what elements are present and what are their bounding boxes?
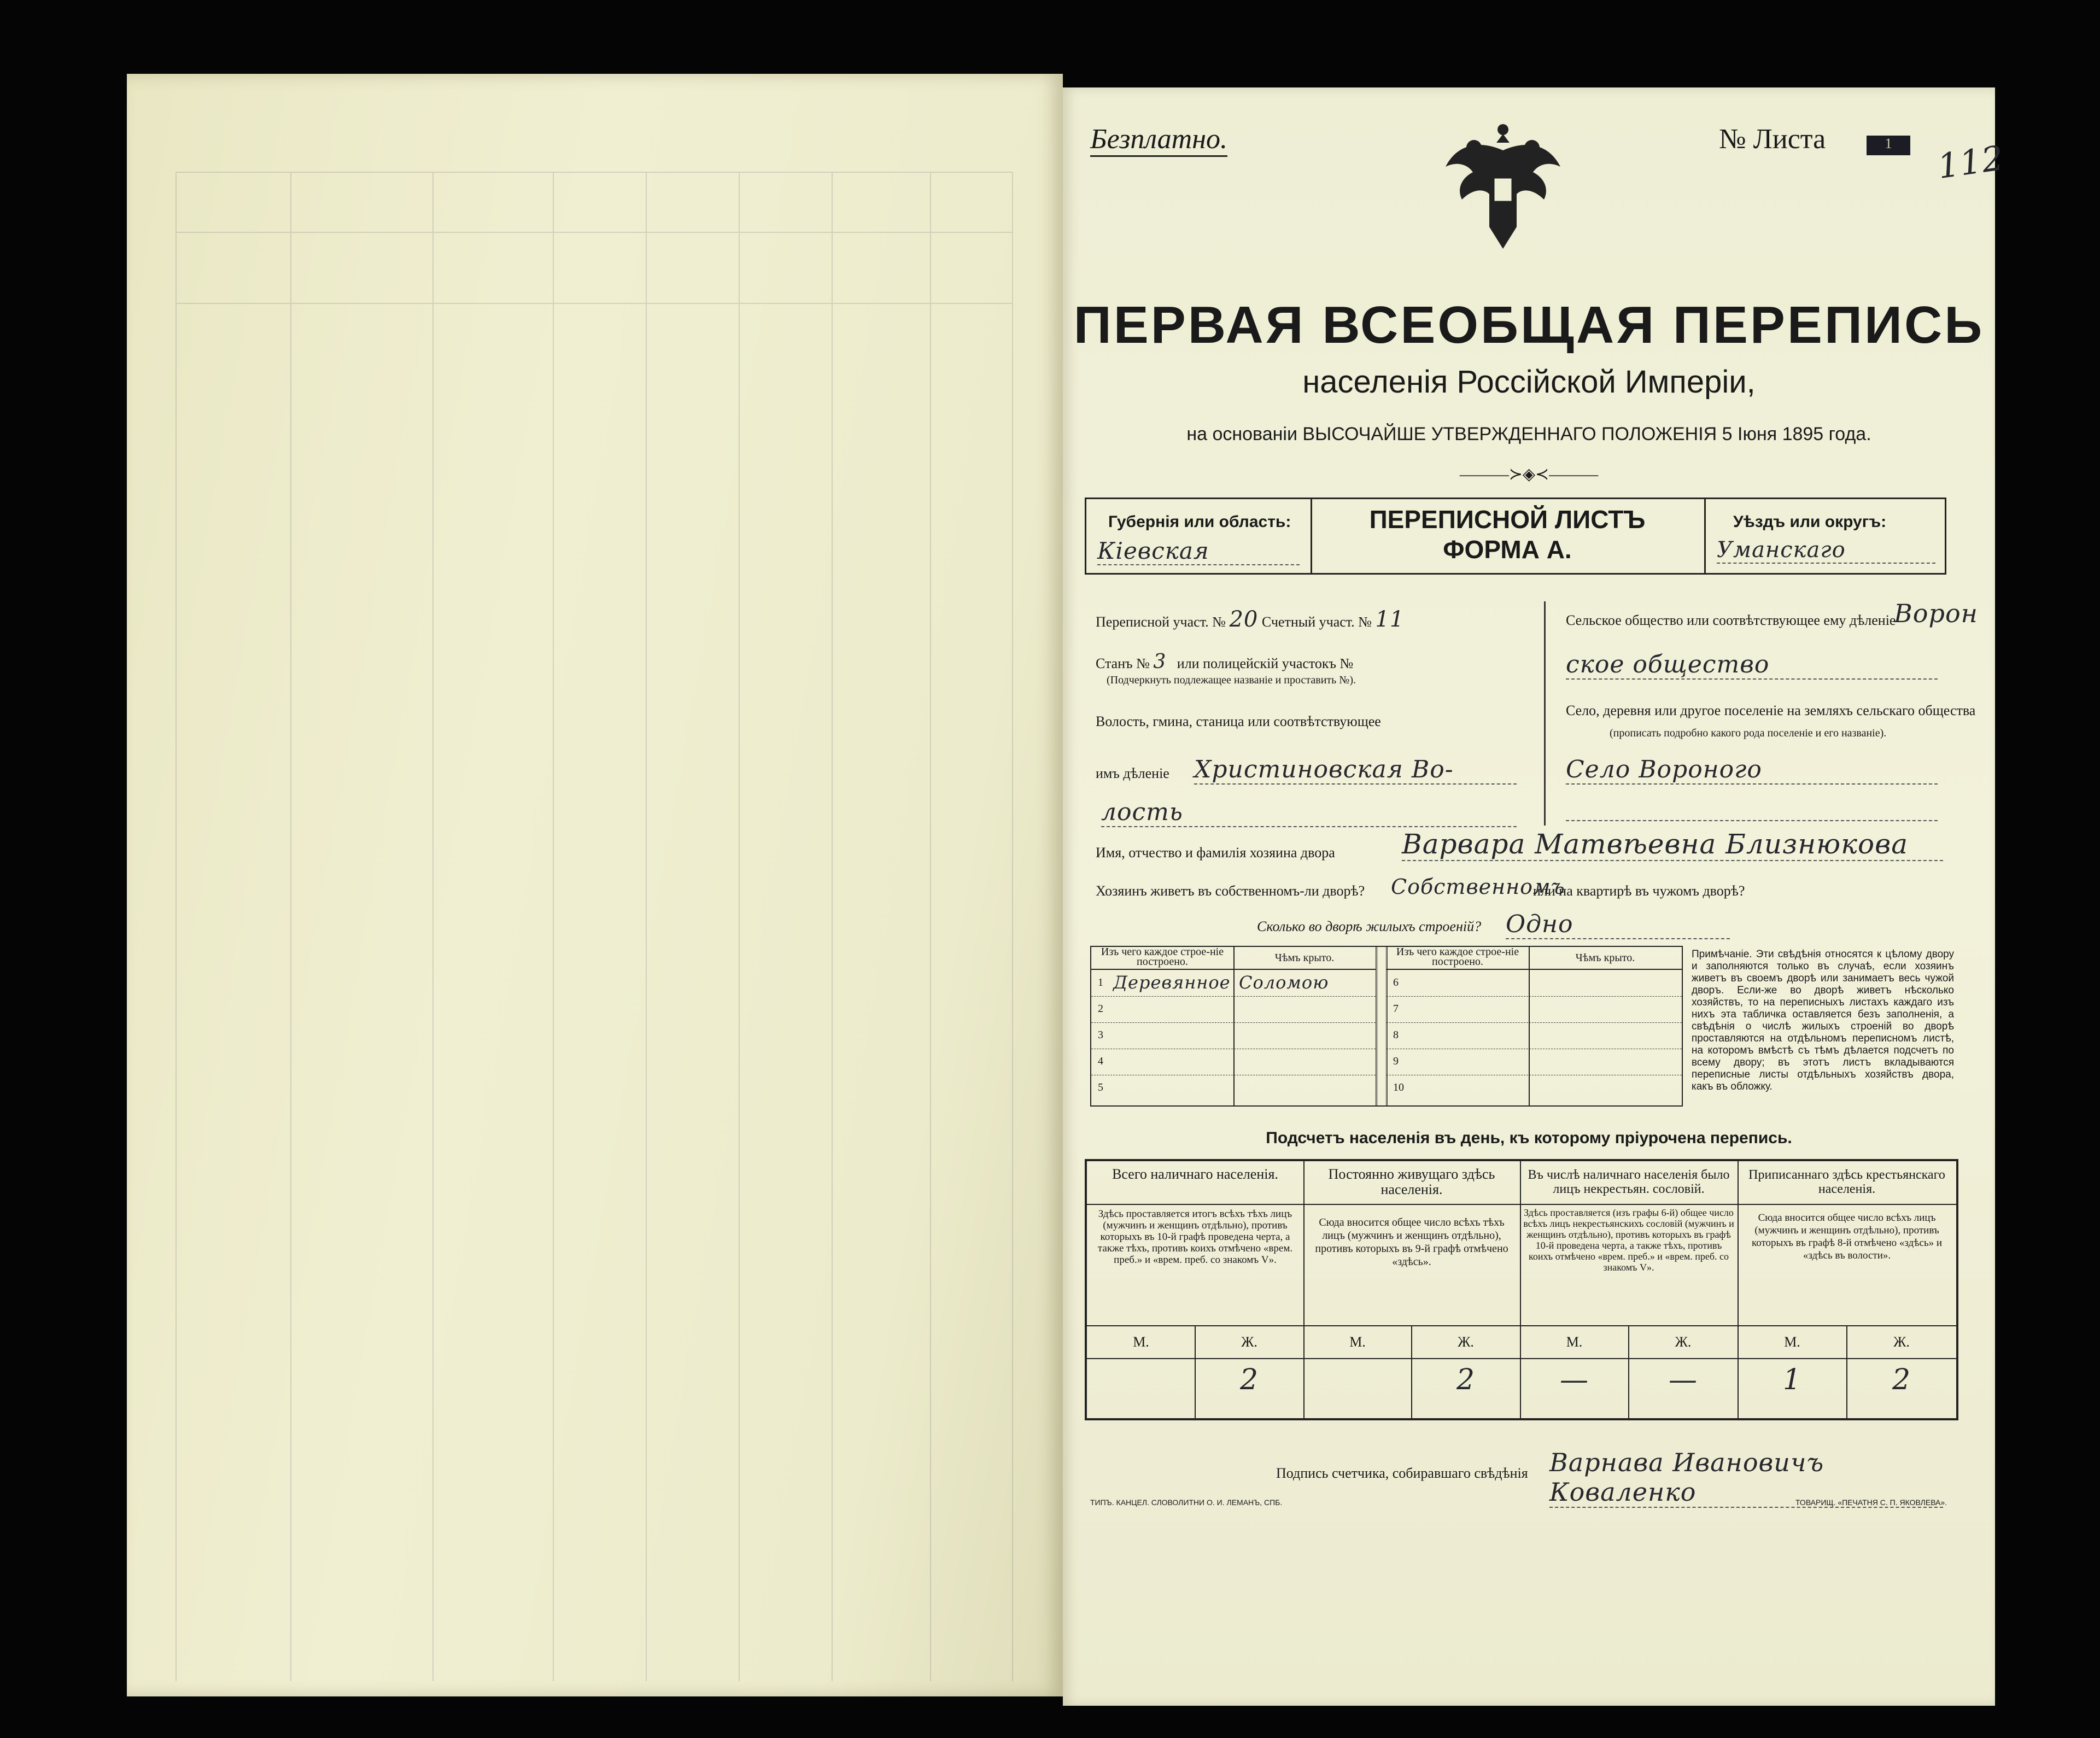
sheet-number-value: 1: [1867, 136, 1910, 155]
count-col-permanent: [1303, 1161, 1521, 1418]
signature-label: Подпись счетчика, собиравшаго свѣдѣнія: [1276, 1465, 1528, 1481]
col-divider: [1529, 947, 1530, 1105]
uezd-cell: [1704, 499, 1946, 573]
count-col-registered-peasant: [1738, 1161, 1956, 1418]
printer-left: ТИПЪ. КАНЦЕЛ. СЛОВОЛИТНИ О. И. ЛЕМАНЪ, СПБ.: [1090, 1498, 1283, 1507]
count-col-desc: Здѣсь проставляется итогъ всѣхъ тѣхъ лицъ (мужчинъ и женщинъ отдѣльно), противъ которыхъ въ 10-й графѣ проведена черта, а также тѣхъ, противъ коихъ отмѣчено «врем. преб.» и «врем. преб. со знакомъ V».: [1097, 1208, 1293, 1266]
count-col-total: [1087, 1161, 1305, 1418]
count-col-head: Въ числѣ наличнаго населенія было лицъ некрестьян. сословій.: [1520, 1161, 1738, 1205]
male-count: 1: [1782, 1364, 1802, 1396]
village-label: Село, деревня или другое поселеніе на земляхъ сельскаго общества: [1566, 703, 1976, 718]
table-double-divider: [1376, 947, 1388, 1105]
buildings-label: Сколько во дворѣ жилыхъ строеній?: [1257, 918, 1482, 934]
row-number: 4: [1098, 1055, 1103, 1067]
count-table: [1085, 1159, 1958, 1420]
count-col-desc: Здѣсь проставляется (изъ графы 6-й) общее число всѣхъ лицъ некрестьянскихъ сословій (мужчинъ и женщинъ отдѣльно), противъ которыхъ въ графѣ 10-й проведена черта, а также тѣхъ, противъ коихъ отмѣчено «врем. преб.» и «врем. преб. со знакомъ V».: [1523, 1207, 1734, 1273]
count-district-label: Счетный участ. №: [1261, 614, 1372, 630]
free-label: Безплатно.: [1090, 123, 1227, 157]
volost-value-1: Христиновская Во-: [1194, 756, 1517, 785]
count-col-head: Постоянно живущаго здѣсь населенія.: [1303, 1161, 1520, 1205]
owner-value: Варвара Матвѣевна Близнюкова: [1402, 828, 1943, 861]
count-col-non-peasant: [1520, 1161, 1739, 1418]
page-title: ПЕРВАЯ ВСЕОБЩАЯ ПЕРЕПИСЬ: [1073, 296, 1985, 354]
male-label: М.: [1566, 1334, 1583, 1350]
row-material: Деревянное: [1113, 972, 1231, 993]
row-number: 8: [1393, 1029, 1399, 1041]
volost-label-1: Волость, гмина, станица или соотвѣтствующее: [1096, 713, 1381, 729]
uezd-value: Уманскаго: [1717, 537, 1935, 564]
male-label: М.: [1349, 1334, 1366, 1350]
lives-label-2: или на квартирѣ въ чужомъ дворѣ?: [1533, 883, 1745, 899]
table-note: Примѣчаніе. Эти свѣдѣнія относятся к цѣлому двору и заполняются только въ случаѣ, если хозяинъ живетъ въ своемъ дворѣ или занимаетъ весь чужой дворъ. Если-же во дворѣ живетъ нѣсколько хозяйствъ, то на переписныхъ листахъ каждаго изъ нихъ эта табличка оставляется безъ заполненія, а свѣдѣнія о числѣ жилыхъ строеній во дворѣ проставляются на отдѣльномъ переписномъ листѣ, на которомъ вмѣстѣ съ тѣмъ дѣлается подсчетъ по всему двору; въ этотъ листъ вкладываются переписные листы отдѣльныхъ хозяйствъ двора, какъ въ обложку.: [1692, 949, 1954, 1092]
census-district-value: 20: [1229, 607, 1259, 632]
mf-header-row: [1303, 1325, 1520, 1359]
volost-value-2: лость: [1101, 798, 1517, 827]
society-label: Сельское общество или соотвѣтствующее ему дѣленіе: [1566, 612, 1896, 628]
male-label: М.: [1784, 1334, 1800, 1350]
row-number: 9: [1393, 1055, 1399, 1067]
archive-number: 112: [1935, 137, 2007, 187]
uezd-label: Уѣздъ или округъ:: [1733, 513, 1887, 531]
mf-header-row: [1738, 1325, 1956, 1359]
village-extra-line: [1566, 798, 1938, 821]
buildings-value: Одно: [1506, 910, 1730, 939]
female-label: Ж.: [1458, 1334, 1474, 1350]
census-district-label: Переписной участ. №: [1096, 614, 1226, 630]
society-value-2: ское общество: [1566, 651, 1938, 680]
female-label: Ж.: [1241, 1334, 1257, 1350]
row-number: 2: [1098, 1003, 1103, 1015]
stan-line: [1096, 651, 1353, 673]
count-district-value: 11: [1375, 607, 1405, 632]
owner-label: Имя, отчество и фамилія хозяина двора: [1096, 845, 1335, 861]
female-count: 2: [1892, 1364, 1911, 1396]
table-row: [1387, 970, 1682, 997]
col-roof-header-2: Чѣмъ крыто.: [1529, 947, 1682, 970]
col-roof-header: Чѣмъ крыто.: [1233, 947, 1376, 970]
row-number: 3: [1098, 1029, 1103, 1041]
ornament-divider: ———≻◈≺———: [1459, 465, 1599, 483]
gubernia-value: Кіевская: [1097, 537, 1300, 565]
lives-label-1: Хозяинъ живетъ въ собственномъ-ли дворѣ?: [1096, 883, 1365, 899]
volost-label-2: имъ дѣленіе: [1096, 765, 1169, 781]
row-number: 1: [1098, 976, 1103, 988]
stan-label: Станъ №: [1096, 656, 1150, 671]
underline-note: (Подчеркнуть подлежащее названіе и проставить №).: [1107, 674, 1356, 686]
form-header-box: [1085, 498, 1946, 575]
form-title: ПЕРЕПИСНОЙ ЛИСТЪ: [1369, 505, 1646, 534]
table-row: [1387, 1049, 1682, 1075]
table-row: [1387, 1075, 1682, 1101]
female-label: Ж.: [1893, 1334, 1910, 1350]
count-col-desc: Сюда вносится общее число всѣхъ лицъ (мужчинъ и женщинъ отдѣльно), противъ которыхъ въ графѣ 8-й отмѣчено «здѣсь» и «здѣсь въ волости».: [1751, 1212, 1943, 1261]
count-table-title: Подсчетъ населенія въ день, къ которому пріурочена перепись.: [1266, 1129, 1792, 1147]
lives-value: Собственномъ: [1391, 875, 1565, 899]
buildings-table: [1090, 946, 1683, 1107]
male-count: —: [1560, 1364, 1589, 1396]
count-col-desc: Сюда вносится общее число всѣхъ тѣхъ лицъ (мужчинъ и женщинъ отдѣльно), противъ которыхъ въ 9-й графѣ отмѣчено «здѣсь».: [1315, 1216, 1508, 1268]
page-subtitle: населенія Россійской Имперіи,: [1302, 364, 1756, 400]
count-col-head: Приписаннаго здѣсь крестьянскаго населенія.: [1738, 1161, 1956, 1205]
census-form-page: [1063, 87, 2007, 1706]
legal-basis: на основаніи ВЫСОЧАЙШЕ УТВЕРЖДЕННАГО ПОЛОЖЕНІЯ 5 Іюня 1895 года.: [1186, 424, 1871, 444]
row-roof: Соломою: [1239, 972, 1329, 993]
form-letter: ФОРМА А.: [1443, 535, 1572, 564]
row-number: 5: [1098, 1081, 1103, 1093]
col-divider: [1233, 947, 1235, 1105]
female-count: —: [1669, 1364, 1698, 1396]
left-page: [127, 74, 1063, 1696]
stan-value: 3: [1153, 651, 1167, 673]
row-number: 6: [1393, 976, 1399, 988]
female-count: 2: [1456, 1364, 1476, 1396]
bleed-through-grid: [127, 74, 1063, 1696]
printer-right: ТОВАРИЩ. «ПЕЧАТНЯ С. П. ЯКОВЛЕВА».: [1795, 1498, 1947, 1507]
sheet-number-label: № Листа: [1719, 124, 1826, 155]
table-row: [1387, 996, 1682, 1023]
village-value: Село Вороного: [1566, 756, 1938, 785]
column-divider: [1544, 601, 1546, 826]
signature-value: Варнава Ивановичъ Коваленко: [1549, 1448, 1943, 1508]
female-label: Ж.: [1675, 1334, 1692, 1350]
police-label: или полицейскій участокъ №: [1177, 656, 1354, 671]
imperial-eagle-icon: [1440, 118, 1566, 260]
male-label: М.: [1133, 1334, 1149, 1350]
female-count: 2: [1239, 1364, 1259, 1396]
gubernia-label: Губернія или область:: [1108, 513, 1291, 531]
mf-header-row: [1520, 1325, 1738, 1359]
count-col-head: Всего наличнаго населенія.: [1087, 1161, 1303, 1205]
village-note: (прописать подробно какого рода поселеніе и его названіе).: [1610, 727, 1887, 739]
row-number: 7: [1393, 1003, 1399, 1015]
col-material-header-2: Изъ чего каждое строе-ніе построено.: [1387, 947, 1530, 970]
row-number: 10: [1393, 1081, 1404, 1093]
mf-header-row: [1087, 1325, 1303, 1359]
table-row: [1387, 1022, 1682, 1049]
gubernia-cell: [1086, 499, 1312, 573]
society-value-1: Ворон: [1894, 599, 1978, 628]
col-material-header: Изъ чего каждое строе-ніе построено.: [1091, 947, 1235, 970]
